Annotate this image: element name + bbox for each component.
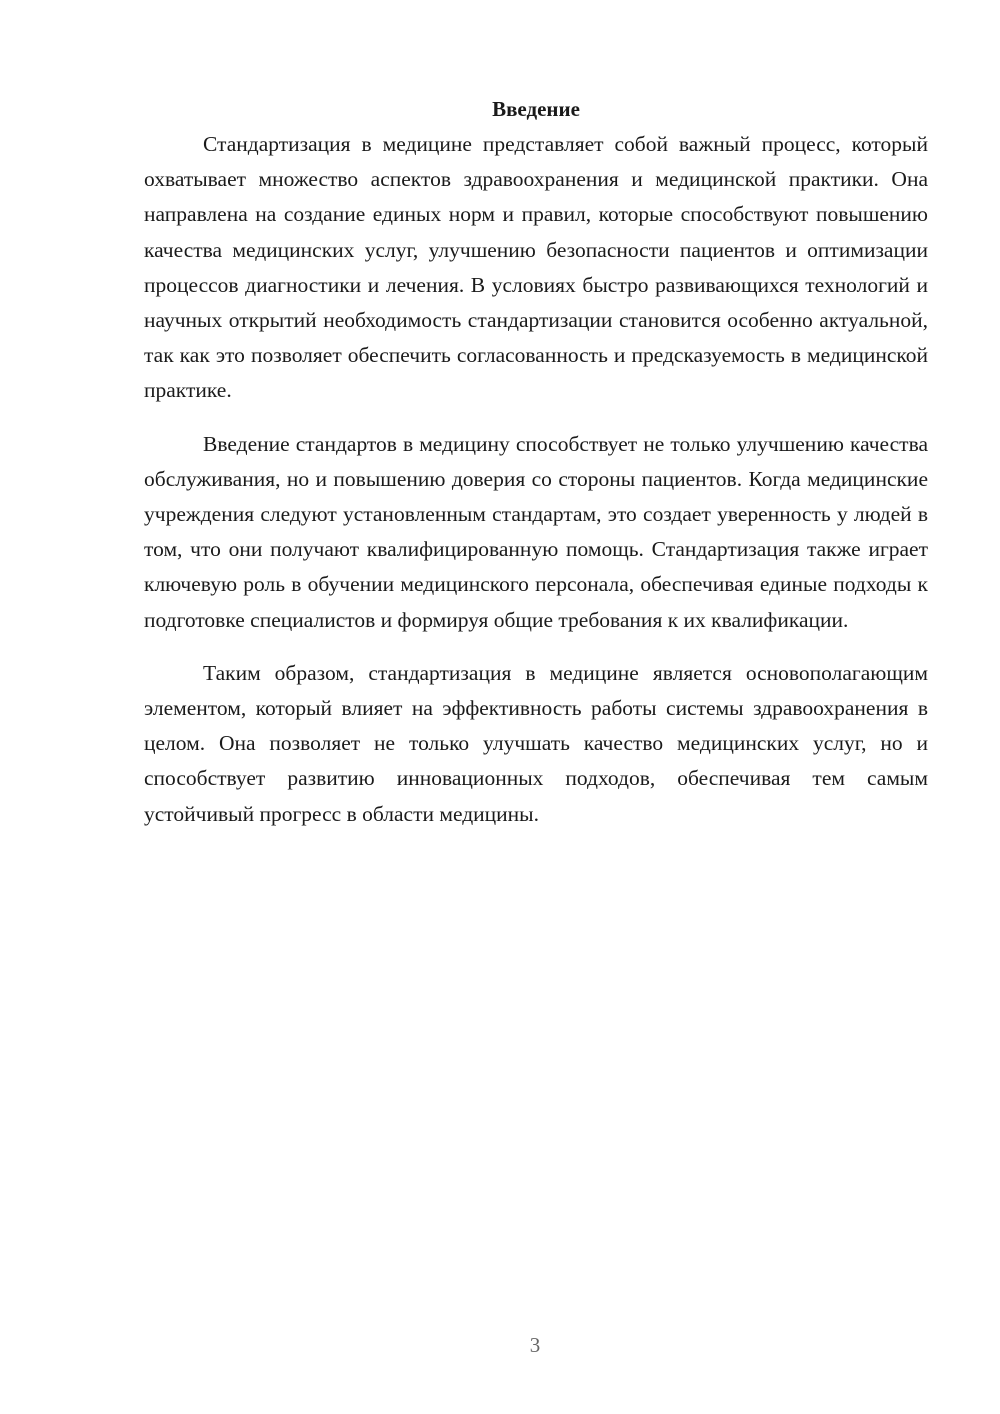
paragraph-2: Введение стандартов в медицину способствует не только улучшению качества обслуживания, но и повышению доверия со стороны пациентов. Когда медицинские учреждения следуют установленным стандартам, это создает уверенность у людей в том, что они получают квалифицированную помощь. Стандартизация также играет ключевую роль в обучении медицинского персонала, обеспечивая единые подходы к подготовке специалистов и формируя общие требования к их квалификации. [144, 431, 928, 632]
page-content [144, 92, 928, 832]
section-title: Введение [492, 97, 580, 121]
paragraph-1: Стандартизация в медицине представляет собой важный процесс, который охватывает множество аспектов здравоохранения и медицинской практики. Она направлена на создание единых норм и правил, которые способствуют повышению качества медицинских услуг, улучшению безопасности пациентов и оптимизации процессов диагностики и лечения. В условиях быстро развивающихся технологий и научных открытий необходимость стандартизации становится особенно актуальной, так как это позволяет обеспечить согласованность и предсказуемость в медицинской практике. [144, 132, 928, 403]
paragraph-3: Таким образом, стандартизация в медицине является основополагающим элементом, который влияет на эффективность работы системы здравоохранения в целом. Она позволяет не только улучшать качество медицинских услуг, но и способствует развитию инновационных подходов, обеспечивая тем самым устойчивый прогресс в области медицины. [144, 660, 928, 826]
page-number: 3 [529, 1333, 541, 1357]
